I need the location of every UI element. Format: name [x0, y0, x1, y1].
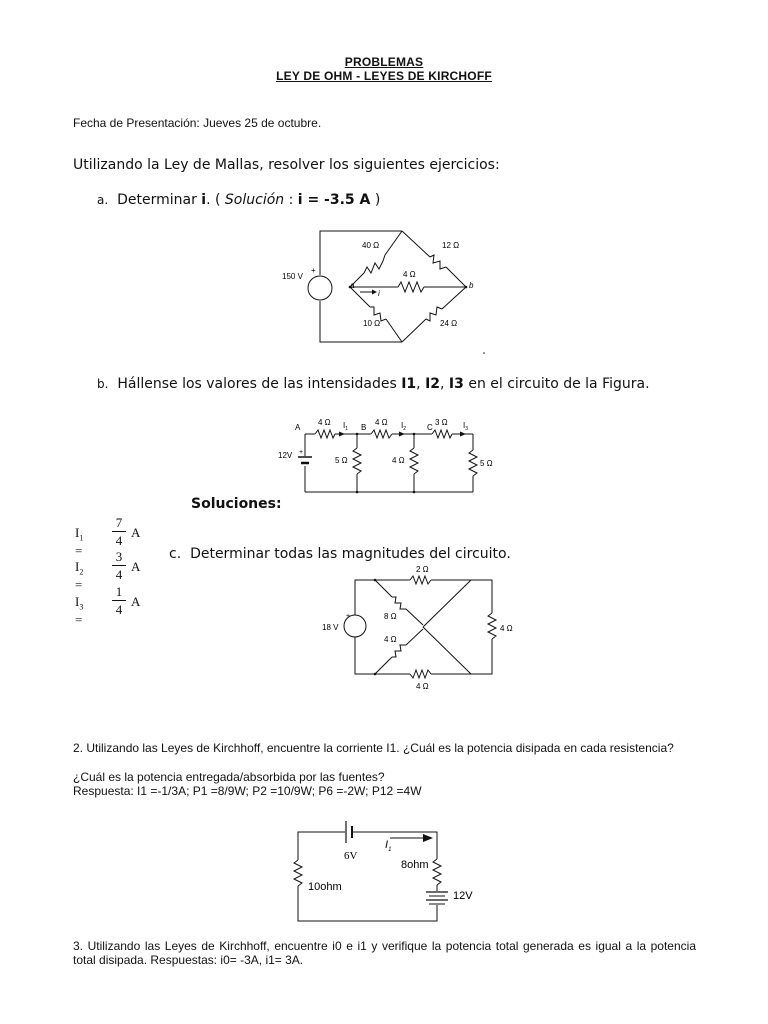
- circuit-a-r12-label: 12 Ω: [442, 241, 460, 250]
- problem-a-mid: . (: [206, 192, 225, 208]
- circuit-b-r1-label: 4 Ω: [318, 418, 331, 427]
- circuit-b-arrow-2: [399, 432, 405, 437]
- circuit-b-r6-label: 5 Ω: [480, 459, 493, 468]
- problem-b-comma2: ,: [440, 376, 449, 392]
- circuit-b-r-shunt-2: [410, 448, 418, 474]
- solution-i2-unit: A: [131, 559, 141, 574]
- circuit-2-r-right-label: 8ohm: [401, 859, 429, 871]
- circuit-c-r-bottom-label: 4 Ω: [416, 682, 429, 691]
- circuit-a-r24-label: 24 Ω: [440, 319, 458, 328]
- problem-a-suffix: ): [370, 192, 381, 208]
- problem-c: [169, 546, 511, 562]
- problem-3-text: 3. Utilizando las Leyes de Kirchhoff, encuentre i0 e i1 y verifique la potencia total generada es igual a la potencia total disipada. Respuestas: i0= -3A, i1= 3A.: [73, 939, 696, 967]
- circuit-b-r-shunt-1: [353, 448, 361, 474]
- solution-i1-denominator: 4: [115, 533, 123, 548]
- solution-i2-lhs: $I_2$ =: [75, 559, 84, 592]
- circuit-a-current-arrow: [372, 290, 377, 295]
- circuit-a-node-b: b: [469, 281, 474, 290]
- circuit-c-diagram: [320, 563, 525, 693]
- problem-a-var: i: [201, 192, 207, 208]
- circuit-c-r-diag-top-label: 8 Ω: [384, 612, 397, 621]
- title-line-2: LEY DE OHM - LEYES DE KIRCHOFF: [276, 69, 492, 83]
- solution-i3-lhs: $I_3$ =: [75, 594, 84, 627]
- circuit-b-node-c: C: [427, 423, 433, 432]
- problem-b: [97, 376, 650, 392]
- circuit-b-plus: +: [299, 449, 304, 456]
- solution-i1-fraction-bar: [112, 531, 126, 532]
- problem-b-comma1: ,: [416, 376, 426, 392]
- circuit-2-current-label: $I_1$: [385, 839, 392, 853]
- solution-i2-numerator: 3: [115, 549, 123, 564]
- circuit-2-v-right-label: 12V: [453, 890, 473, 902]
- problem-a-sol-label: Solución: [224, 192, 285, 208]
- circuit-a-node-a: a: [350, 281, 355, 290]
- circuit-c-r-diag-bot-label: 4 Ω: [384, 635, 397, 644]
- circuit-b-diagram: [275, 412, 500, 494]
- circuit-a-r10-label: 10 Ω: [363, 319, 381, 328]
- circuit-c-r-top: [410, 576, 431, 584]
- problem-a-answer: i = -3.5 A: [297, 192, 371, 208]
- circuit-c-r-bottom: [410, 670, 431, 678]
- circuit-c-r-right: [488, 613, 496, 639]
- problem-b-i3: I3: [448, 376, 464, 392]
- problem-b-prefix: Hállense los valores de las intensidades: [117, 376, 402, 392]
- circuit-c-r-diag-bot: [392, 645, 406, 657]
- circuit-a-wire-top: [320, 231, 402, 275]
- solution-i2-fraction-bar: [112, 565, 126, 566]
- circuit-c-r-right-label: 4 Ω: [500, 624, 513, 633]
- problem-b-i2: I2: [425, 376, 441, 392]
- solution-i3-unit: A: [131, 594, 141, 609]
- circuit-a-diagram: [280, 225, 490, 360]
- circuit-b-i3-label: $I_3$: [463, 421, 469, 432]
- problem-2-line-1: 2. Utilizando las Leyes de Kirchhoff, encuentre la corriente I1. ¿Cuál es la potencia disipada en cada resistencia?: [73, 741, 674, 755]
- circuit-b-arrow-1: [339, 432, 345, 437]
- circuit-2-r-right: [433, 859, 441, 885]
- solution-i1-numerator: 7: [115, 515, 123, 530]
- problem-2-line-2: ¿Cuál es la potencia entregada/absorbida por las fuentes?: [73, 770, 385, 784]
- problem-2-answer: Respuesta: I1 =-1/3A; P1 =8/9W; P2 =10/9W; P6 =-2W; P12 =4W: [73, 784, 422, 798]
- title-line-1: PROBLEMAS: [344, 55, 424, 69]
- circuit-2-current-arrow: [423, 834, 433, 842]
- circuit-a-plus: +: [311, 266, 316, 275]
- circuit-c-source-label: 18 V: [322, 623, 339, 632]
- circuit-b-i2-label: $I_2$: [401, 421, 407, 432]
- circuit-b-arrow-3: [460, 432, 466, 437]
- circuit-c-r-diag-top: [392, 597, 406, 609]
- circuit-b-node-b: B: [361, 423, 367, 432]
- problem-b-suffix: en el circuito de la Figura.: [463, 376, 650, 392]
- solution-i1-unit: A: [131, 525, 141, 540]
- problem-a: [97, 192, 380, 208]
- circuit-b-r-series-3: [432, 430, 452, 438]
- solution-i3-fraction-bar: [112, 600, 126, 601]
- circuit-a-r40-label: 40 Ω: [362, 241, 380, 250]
- circuit-b-r-series-1: [315, 430, 335, 438]
- problem-a-marker: a.: [97, 193, 109, 207]
- problem-c-text: Determinar todas las magnitudes del circuito.: [190, 546, 511, 562]
- circuit-a-r4-zigzag: [398, 282, 424, 292]
- solution-i3-denominator: 4: [115, 602, 123, 617]
- circuit-a-r40-lead: [385, 231, 402, 255]
- fecha-line: Fecha de Presentación: Jueves 25 de octubre.: [73, 116, 322, 130]
- problem-b-marker: b.: [97, 377, 109, 391]
- problem-a-sep: :: [284, 192, 298, 208]
- circuit-b-r5-label: 4 Ω: [392, 456, 405, 465]
- circuit-b-r3-label: 3 Ω: [435, 418, 448, 427]
- circuit-c-r-top-label: 2 Ω: [416, 565, 429, 574]
- circuit-b-node-a: A: [295, 423, 301, 432]
- circuit-b-r2-label: 4 Ω: [375, 418, 388, 427]
- circuit-b-i1-label: $I_1$: [343, 421, 349, 432]
- circuit-a-voltage-source: [308, 276, 332, 300]
- problem-c-marker: c.: [169, 546, 182, 562]
- circuit-b-r-series-2: [371, 430, 392, 438]
- soluciones-heading: Soluciones:: [191, 496, 282, 512]
- circuit-2-diagram: [290, 815, 490, 925]
- circuit-b-r-shunt-3: [469, 450, 477, 476]
- solution-i2-denominator: 4: [115, 567, 123, 582]
- circuit-2-v-top-label: 6V: [344, 850, 358, 862]
- problem-b-i1: I1: [401, 376, 417, 392]
- solution-i1-lhs: $I_1$ =: [75, 525, 84, 558]
- circuit-a-source-label: 150 V: [282, 272, 303, 281]
- intro-text: Utilizando la Ley de Mallas, resolver los siguientes ejercicios:: [73, 157, 500, 173]
- circuit-a-wire-bottom: [320, 301, 402, 342]
- circuit-b-r4-label: 5 Ω: [335, 456, 348, 465]
- circuit-a-r4-label: 4 Ω: [403, 270, 416, 279]
- circuit-2-r-left: [294, 860, 302, 886]
- circuit-b-source-label: 12V: [278, 451, 293, 460]
- circuit-2-r-left-label: 10ohm: [308, 881, 342, 893]
- problem-a-prefix: Determinar: [117, 192, 202, 208]
- circuit-a-current-label: i: [378, 289, 380, 298]
- circuit-c-plus: +: [346, 613, 351, 620]
- solution-i3-numerator: 1: [115, 584, 123, 599]
